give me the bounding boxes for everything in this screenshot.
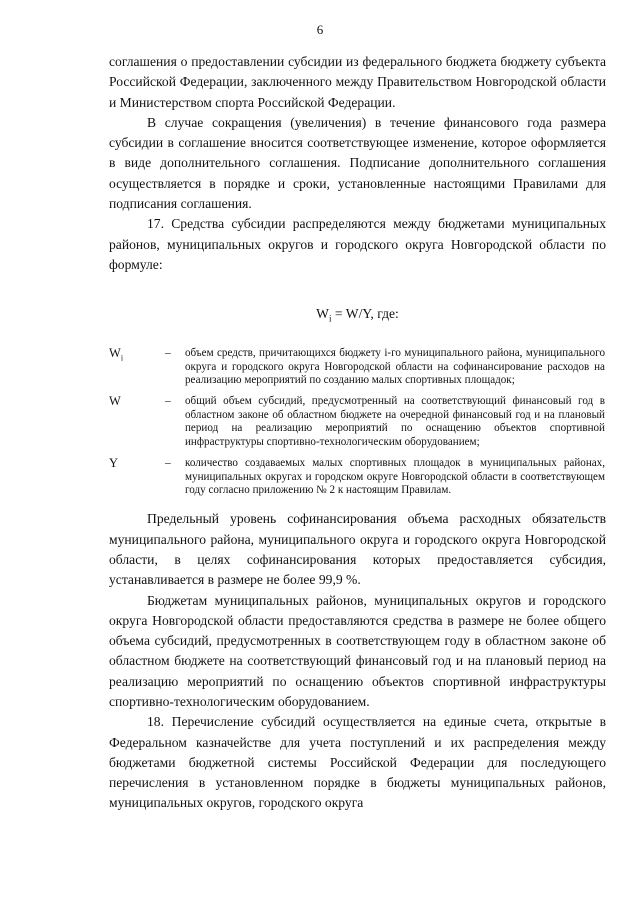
paragraph-budget-funds: Бюджетам муниципальных районов, муниципальных округов и городского округа Новгородской области предоставляются средства в размере не более общего объема субсидий, предусмотренных в соответствующем году в областном законе об областном бюджете на соответствующий финансовый год и на плановый период на реализацию мероприятий по оснащению объектов спортивной инфраструктуры спортивно-технологическим оборудованием. — [109, 592, 606, 709]
definition-row — [109, 457, 606, 497]
definition-text: объем средств, причитающихся бюджету i-го муниципального района, муниципального округа и городского округа Новгородской области на софинансирование расходов на реализацию мероприятий по созданию малых спортивных площадок; — [185, 347, 605, 387]
definition-dash: – — [165, 457, 171, 470]
formula-definitions — [109, 347, 606, 497]
definition-text: общий объем субсидий, предусмотренный на соответствующий финансовый год в областном законе об областном бюджете на очередной финансовый год и на плановый период на реализацию мероприятий по оснащению объектов спортивной инфраструктуры спортивно-технологическим оборудованием; — [185, 395, 605, 448]
paragraph-agreement-continuation: соглашения о предоставлении субсидии из федерального бюджета бюджету субъекта Российской Федерации, заключенного между Правительством Новгородской области и Министерством спорта Российской Федерации. — [109, 54, 606, 110]
definition-dash: – — [165, 395, 171, 408]
definition-dash: – — [165, 347, 171, 360]
definition-text: количество создаваемых малых спортивных площадок в муниципальных районах, муниципальных округах и городском округе Новгородской области в соответствующем году согласно приложению № 2 к настоящим Правилам. — [185, 457, 605, 496]
paragraph-clause-18: 18. Перечисление субсидий осуществляется на единые счета, открытые в Федеральном казначействе для учета поступлений и их распределения между бюджетами бюджетной системы Российской Федерации для последующего перечисления в установленном порядке в бюджеты муниципальных районов, муниципальных округов, городского округа — [109, 714, 606, 811]
page-number: 6 — [316, 22, 324, 37]
definition-term: $W_i$ — [109, 346, 124, 363]
definition-row — [109, 347, 606, 387]
definition-row — [109, 395, 606, 449]
definition-term: Y — [109, 456, 119, 471]
paragraph-agreement-change: В случае сокращения (увеличения) в течение финансового года размера субсидии в соглашение вносится соответствующее изменение, которое оформляется в виде дополнительного соглашения. Подписание дополнительного соглашения осуществляется в порядке и сроки, установленные настоящими Правилами для подписания соглашения. — [109, 114, 606, 212]
document-body — [109, 52, 606, 814]
formula-lhs: W — [316, 306, 329, 322]
formula-rhs: = W/Y, где: — [331, 306, 399, 322]
definition-term: W — [109, 394, 121, 409]
formula-lhs-subscript: i — [329, 313, 332, 324]
paragraph-cofinancing-limit: Предельный уровень софинансирования объема расходных обязательств муниципального района, муниципального округа и городского округа Новгородской области, в целях софинансирования которых предоставляется субсидия, устанавливается в размере не более 99,9 %. — [109, 511, 606, 588]
distribution-formula — [109, 304, 606, 324]
paragraph-clause-17: 17. Средства субсидии распределяются между бюджетами муниципальных районов, муниципальных округов и городского округа Новгородской области по формуле: — [109, 216, 606, 272]
